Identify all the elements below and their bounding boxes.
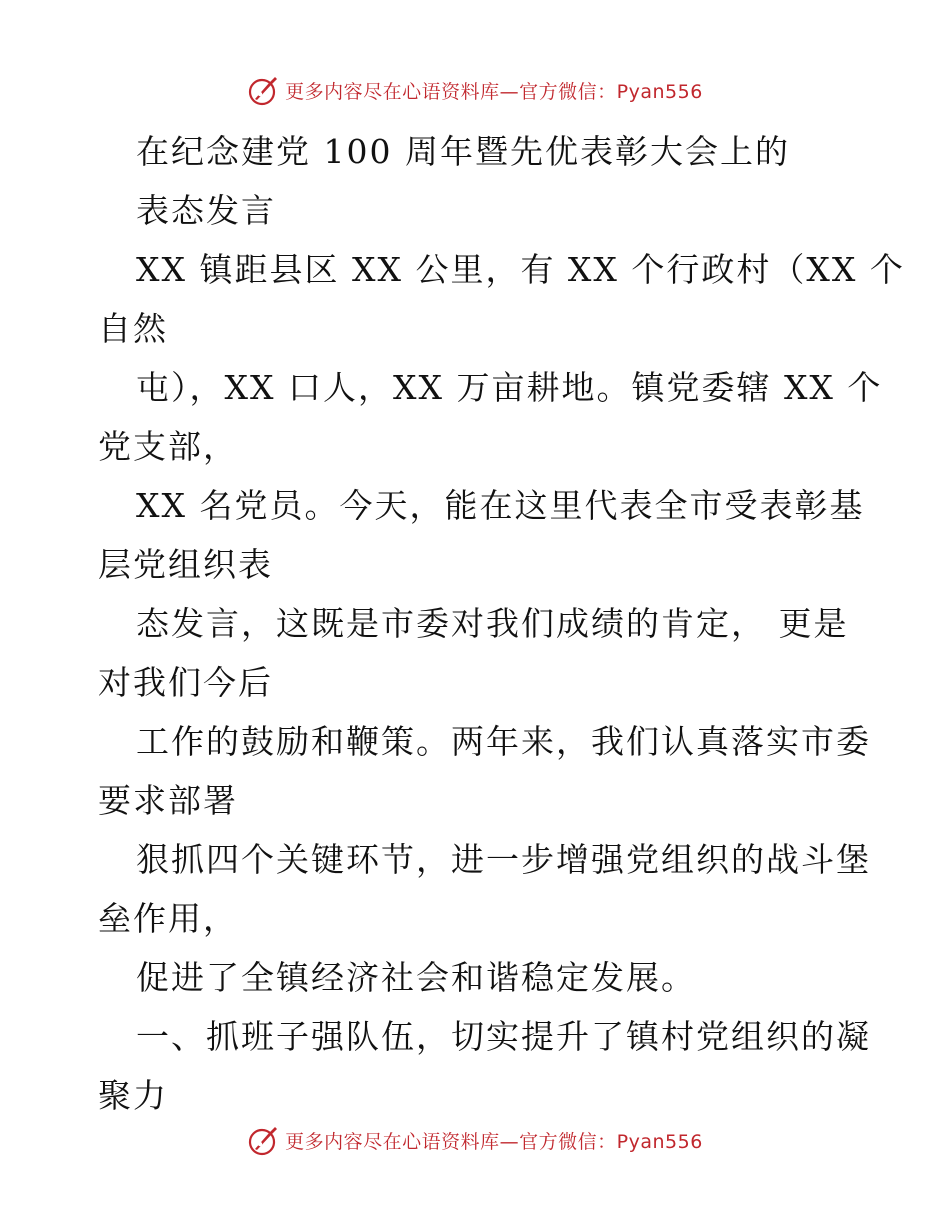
text-line: 要求部署 (98, 781, 238, 820)
text-line: 屯），XX 口人，XX 万亩耕地。镇党委辖 XX 个 (136, 368, 883, 407)
text-line: 态发言，这既是市委对我们成绩的肯定， 更是 (136, 604, 849, 643)
text-line: 促进了全镇经济社会和谐稳定发展。 (136, 958, 696, 997)
text-line: 表态发言 (136, 191, 276, 230)
text-line: 层党组织表 (98, 545, 273, 584)
header-banner (0, 70, 950, 110)
footer-banner-text: 更多内容尽在心语资料库—官方微信：Pyan556 (285, 1130, 703, 1153)
text-line: XX 名党员。今天，能在这里代表全市受表彰基 (136, 486, 865, 525)
text-line: 狠抓四个关键环节，进一步增强党组织的战斗堡 (136, 840, 871, 879)
pen-nib-circle-icon (247, 1123, 281, 1157)
pen-nib-circle-icon (247, 73, 281, 107)
text-line: XX 镇距县区 XX 公里，有 XX 个行政村（XX 个 (136, 250, 905, 289)
header-banner-text: 更多内容尽在心语资料库—官方微信：Pyan556 (285, 80, 703, 103)
text-line: 工作的鼓励和鞭策。两年来，我们认真落实市委 (136, 722, 871, 761)
text-line: 垒作用， (98, 899, 238, 938)
text-line: 对我们今后 (98, 663, 273, 702)
text-line: 一、抓班子强队伍，切实提升了镇村党组织的凝 (136, 1017, 871, 1056)
text-line: 在纪念建党 100 周年暨先优表彰大会上的 (136, 132, 790, 171)
footer-banner (0, 1120, 950, 1160)
text-line: 聚力 (98, 1076, 168, 1115)
text-line: 党支部， (98, 427, 238, 466)
document-body (98, 122, 905, 1125)
text-line: 自然 (98, 309, 168, 348)
